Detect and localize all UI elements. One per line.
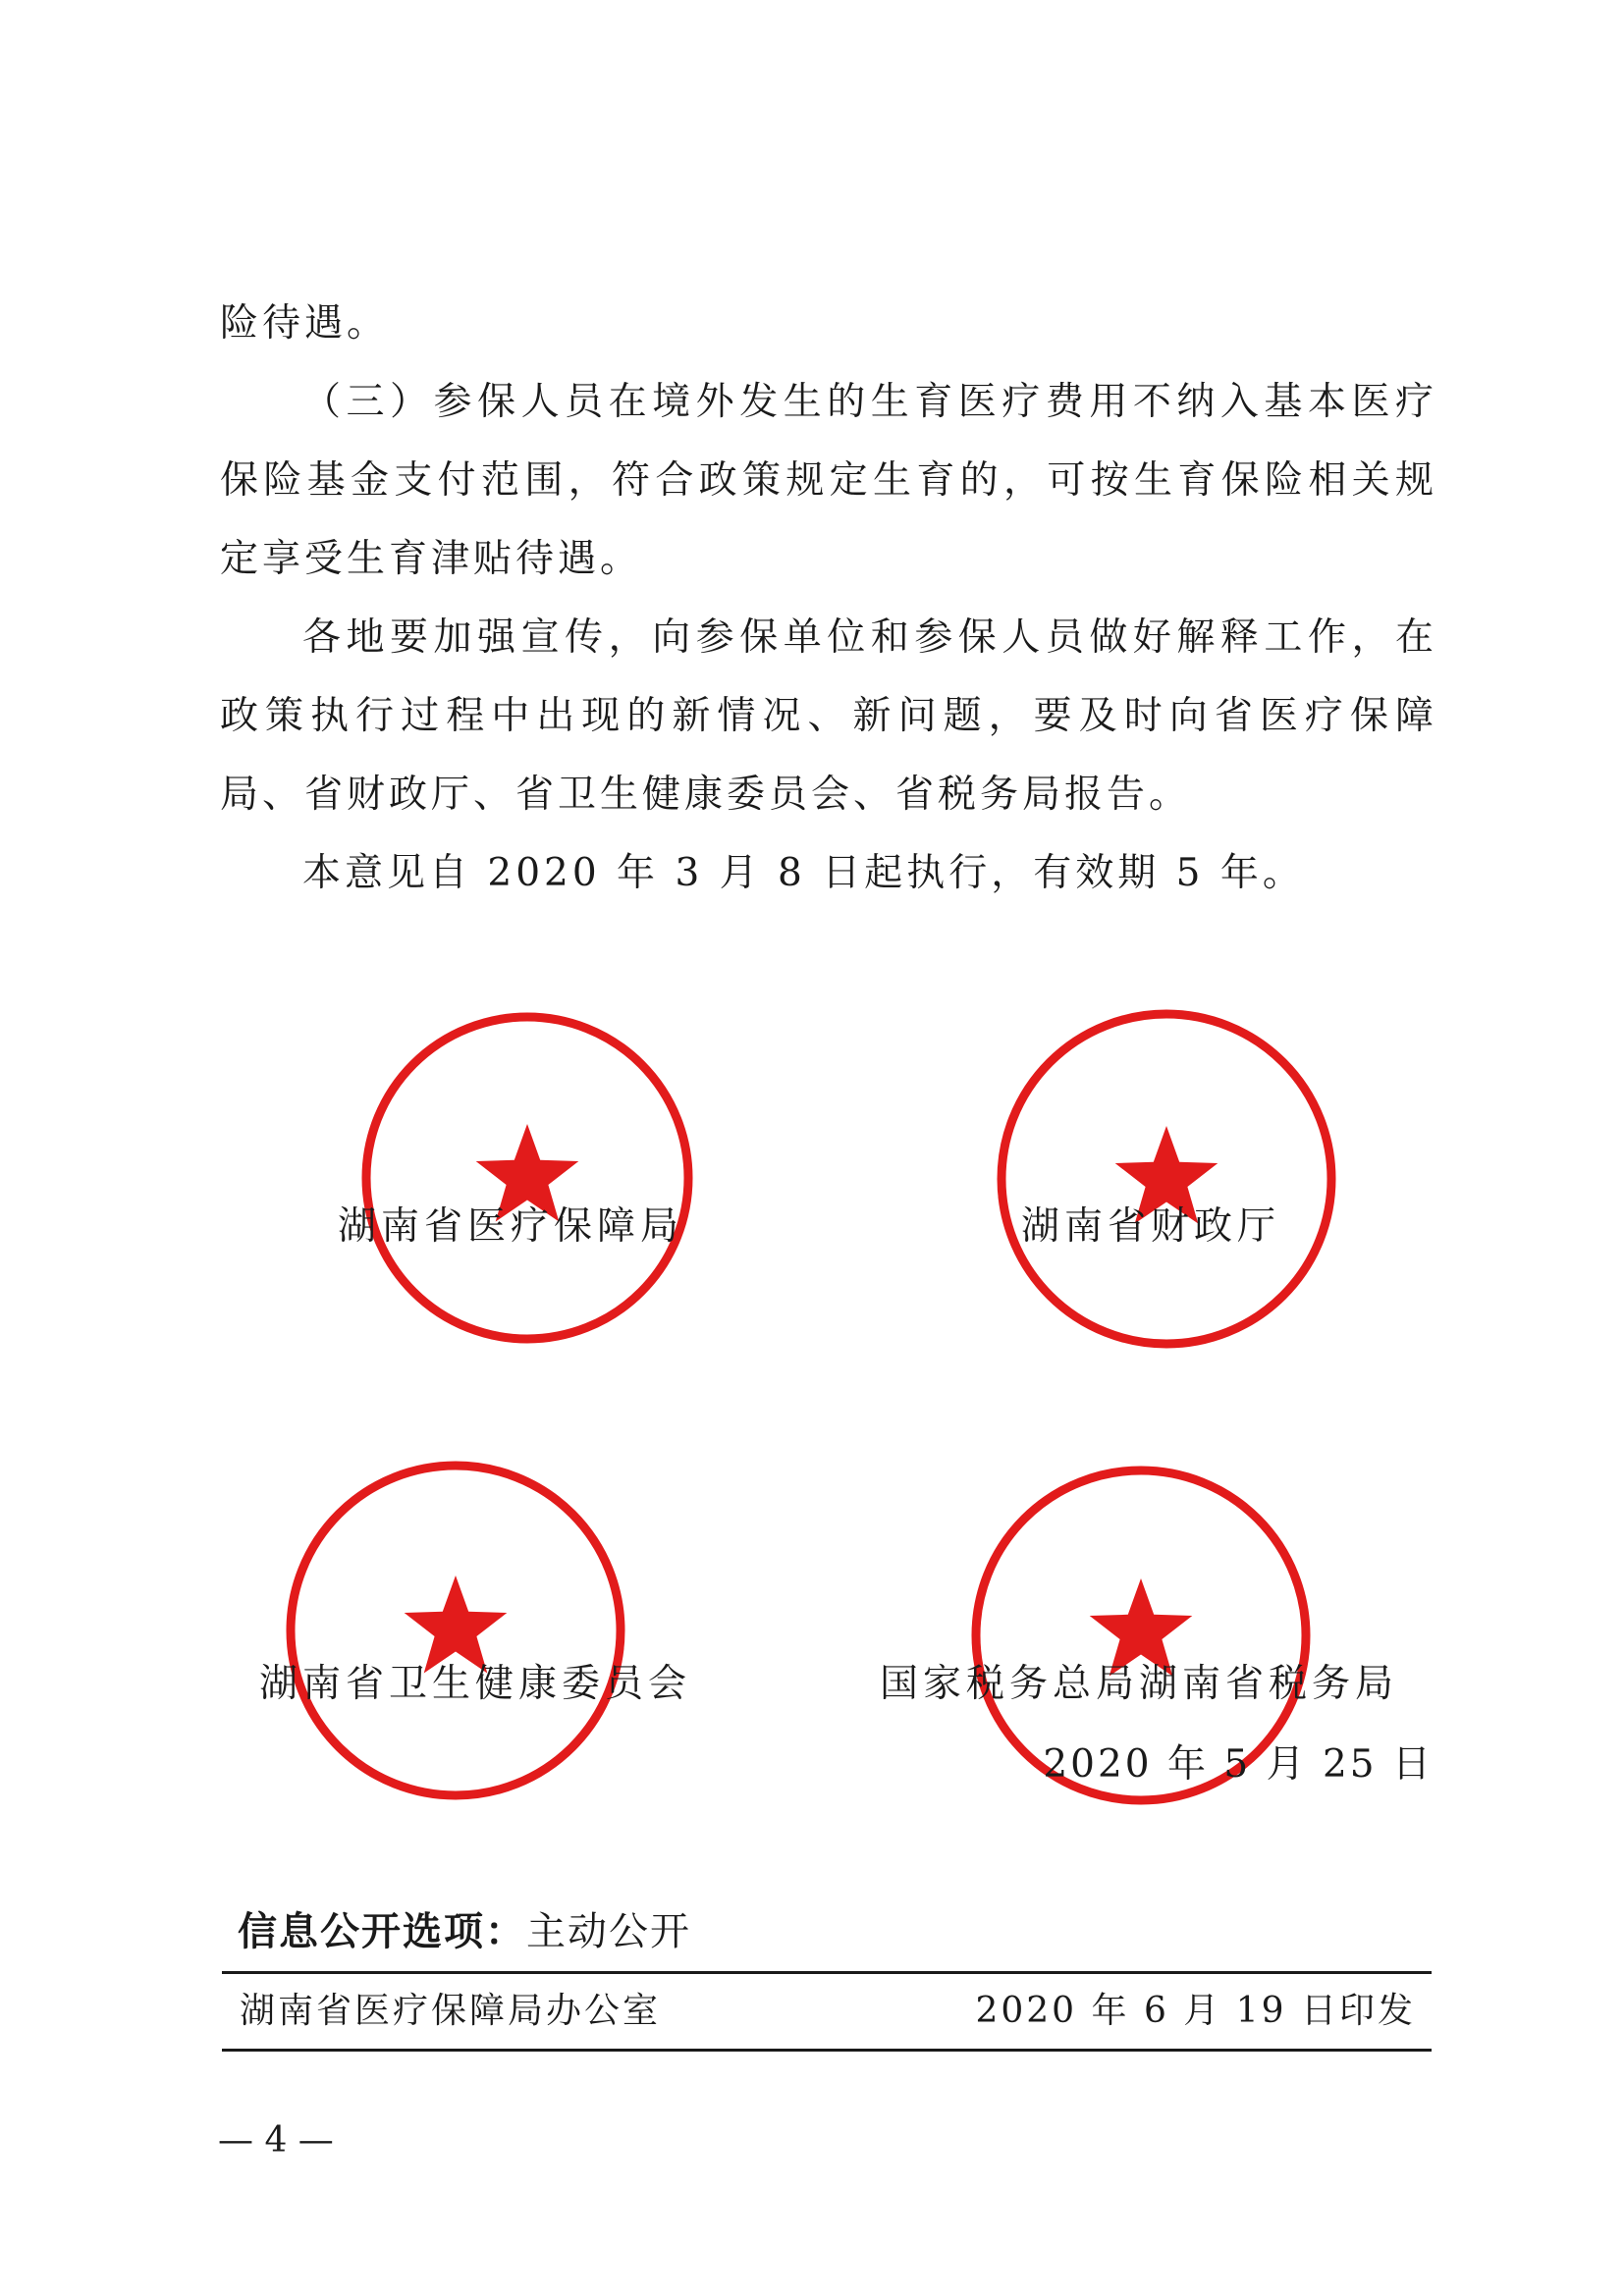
- seal-medical-security-bureau: [357, 1008, 697, 1348]
- footer-bottom-rule: [222, 2049, 1432, 2052]
- page-number: — 4 —: [218, 2120, 334, 2161]
- footer-print-date: 2020 年 6 月 19 日印发: [975, 1991, 1416, 2031]
- footer-issuer: 湖南省医疗保障局办公室: [240, 1991, 662, 2031]
- info-disclosure: [238, 1900, 691, 1956]
- signing-date: 2020 年 5 月 25 日: [1043, 1742, 1434, 1787]
- paragraph-item-3: （三）参保人员在境外发生的生育医疗费用不纳入基本医疗保险基金支付范围，符合政策规定生育的，可按生育保险相关规定享受生育津贴待遇。: [220, 380, 1437, 581]
- signatory-tax-bureau: 国家税务总局湖南省税务局: [880, 1662, 1399, 1706]
- paragraph-continuation: 险待遇。: [220, 301, 390, 346]
- seal-finance-department: [992, 1004, 1341, 1354]
- seal-health-commission: [281, 1456, 630, 1805]
- info-disclosure-label: 信息公开选项：: [238, 1909, 526, 1954]
- signatory-medical-security-bureau: 湖南省医疗保障局: [338, 1204, 684, 1249]
- footer-top-rule: [222, 1971, 1432, 1974]
- paragraph-publicity: 各地要加强宣传，向参保单位和参保人员做好解释工作，在政策执行过程中出现的新情况、新问题，要及时向省医疗保障局、省财政厅、省卫生健康委员会、省税务局报告。: [220, 615, 1437, 817]
- signatory-finance-department: 湖南省财政厅: [1021, 1204, 1281, 1249]
- signatory-health-commission: 湖南省卫生健康委员会: [259, 1662, 692, 1706]
- paragraph-effective-date: 本意见自 2020 年 3 月 8 日起执行，有效期 5 年。: [302, 851, 1305, 895]
- info-disclosure-value: 主动公开: [526, 1909, 691, 1954]
